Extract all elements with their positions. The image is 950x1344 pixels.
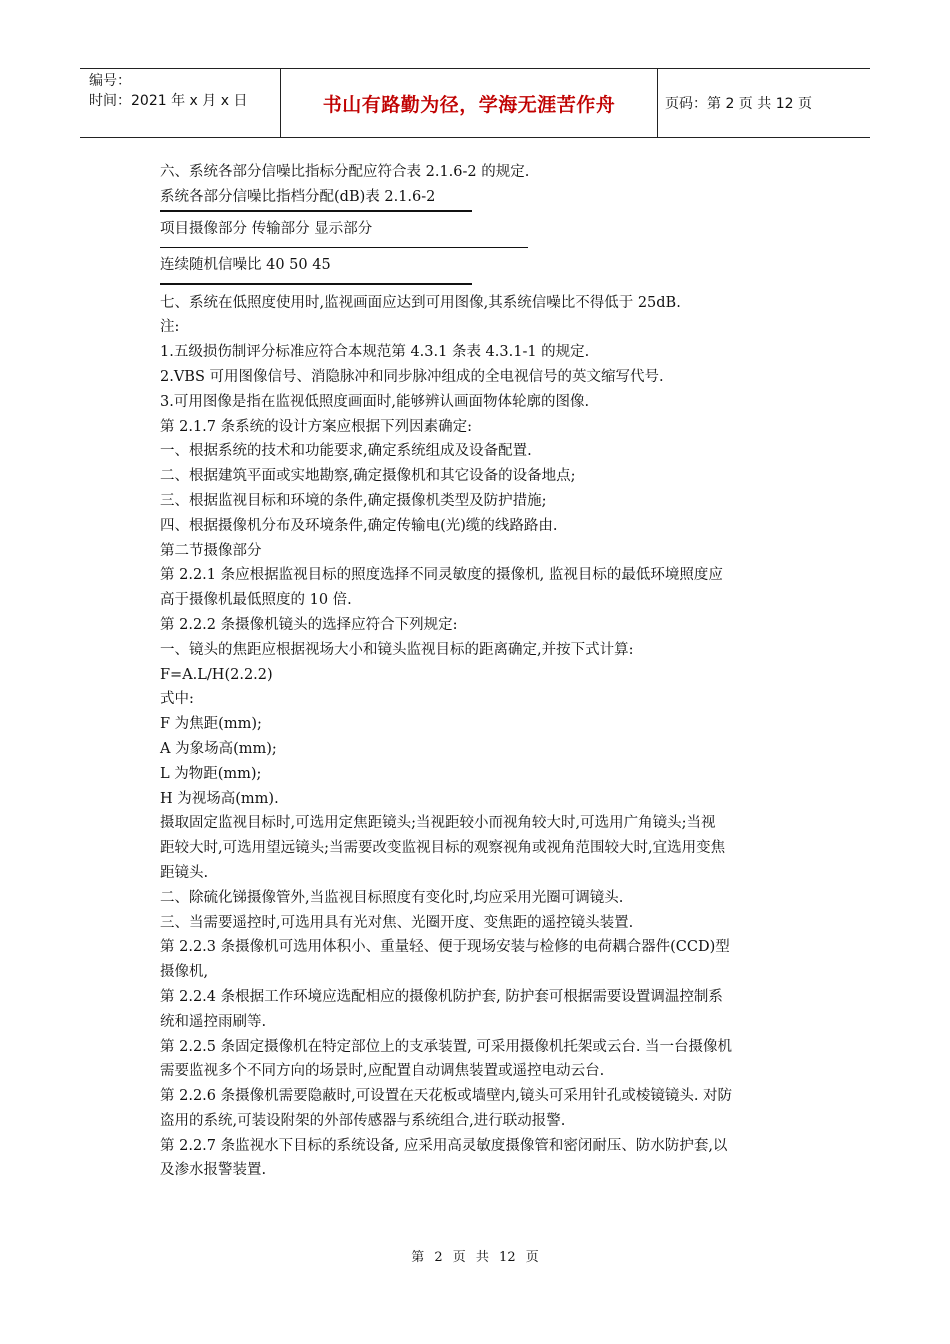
paragraph-line: L 为物距(mm);: [160, 765, 262, 782]
header-page-number: 页码：第 2 页 共 12 页: [665, 96, 812, 112]
paragraph-line: 距较大时,可选用望远镜头;当需要改变监视目标的观察视角或视角范围较大时,宜选用变焦: [160, 840, 726, 857]
paragraph-line: 第 2.2.3 条摄像机可选用体积小、重量轻、便于现场安装与检修的电荷耦合器件(CCD)型: [160, 939, 730, 956]
page-footer: 第 2 页 共 12 页: [411, 1250, 539, 1265]
page-header: [80, 68, 870, 138]
document-body: [160, 160, 810, 1183]
paragraph-line: 第 2.2.6 条摄像机需要隐蔽时,可设置在天花板或墙壁内,镜头可采用针孔或棱镜镜头. 对防: [160, 1088, 733, 1105]
paragraph-line: 注:: [160, 319, 180, 336]
paragraph-line: 七、系统在低照度使用时,监视画面应达到可用图像,其系统信噪比不得低于 25dB.: [160, 294, 681, 311]
paragraph-line: 式中:: [160, 691, 194, 708]
paragraph-line: 盗用的系统,可装设附架的外部传感器与系统组合,进行联动报警.: [160, 1112, 566, 1129]
paragraph-line: 四、根据摄像机分布及环境条件,确定传输电(光)缆的线路路由.: [160, 517, 558, 534]
paragraph-line: 2.VBS 可用图像信号、消隐脉冲和同步脉冲组成的全电视信号的英文缩写代号.: [160, 368, 664, 385]
paragraph-line: 一、镜头的焦距应根据视场大小和镜头监视目标的距离确定,并按下式计算:: [160, 641, 634, 658]
paragraph-line: 摄取固定监视目标时,可选用定焦距镜头;当视距较小而视角较大时,可选用广角镜头;当视: [160, 815, 716, 832]
table-caption: 系统各部分信噪比指档分配(dB)表 2.1.6-2: [160, 188, 436, 205]
paragraph-line: 第 2.2.4 条根据工作环境应选配相应的摄像机防护套, 防护套可根据需要设置调温控制系: [160, 988, 723, 1005]
paragraph-line: 高于摄像机最低照度的 10 倍.: [160, 592, 352, 609]
paragraph-line: 六、系统各部分信噪比指标分配应符合表 2.1.6-2 的规定.: [160, 164, 530, 180]
paragraph-line: 第 2.1.7 条系统的设计方案应根据下列因素确定:: [160, 418, 472, 435]
paragraph-line: 三、根据监视目标和环境的条件,确定摄像机类型及防护措施;: [160, 492, 547, 509]
paragraph-line: 三、当需要遥控时,可选用具有光对焦、光圈开度、变焦距的遥控镜头装置.: [160, 914, 634, 931]
header-motto: 书山有路勤为径，学海无涯苦作舟: [281, 69, 658, 137]
paragraph-line: 摄像机,: [160, 964, 209, 981]
paragraph-line: 一、根据系统的技术和功能要求,确定系统组成及设备配置.: [160, 443, 532, 460]
paragraph-line: H 为视场高(mm).: [160, 790, 279, 807]
doc-time-label: 时间：2021 年 x 月 x 日: [89, 93, 248, 109]
doc-number-label: 编号：: [89, 73, 131, 89]
paragraph-line: 第 2.2.2 条摄像机镜头的选择应符合下列规定:: [160, 616, 458, 633]
paragraph-line: 及渗水报警装置.: [160, 1162, 267, 1179]
table-header-row: 项目摄像部分 传输部分 显示部分: [160, 220, 373, 237]
paragraph-line: 第 2.2.1 条应根据监视目标的照度选择不同灵敏度的摄像机, 监视目标的最低环境照度应: [160, 567, 723, 584]
paragraph-line: 需要监视多个不同方向的场景时,应配置自动调焦装置或遥控电动云台.: [160, 1063, 605, 1080]
paragraph-line: A 为象场高(mm);: [160, 740, 277, 757]
paragraph-line: 二、根据建筑平面或实地勘察,确定摄像机和其它设备的设备地点;: [160, 468, 576, 485]
paragraph-line: 3.可用图像是指在监视低照度画面时,能够辨认画面物体轮廓的图像.: [160, 393, 590, 410]
table-data-row: 连续随机信噪比 40 50 45: [160, 256, 331, 273]
paragraph-line: 第 2.2.7 条监视水下目标的系统设备, 应采用高灵敏度摄像管和密闭耐压、防水防护套,以: [160, 1137, 728, 1154]
paragraph-line: 距镜头.: [160, 864, 209, 881]
paragraph-line: 第 2.2.5 条固定摄像机在特定部位上的支承装置, 可采用摄像机托架或云台. 当一台摄像机: [160, 1038, 733, 1055]
paragraph-line: F 为焦距(mm);: [160, 716, 262, 733]
paragraph-line: 1.五级损伤制评分标准应符合本规范第 4.3.1 条表 4.3.1-1 的规定.: [160, 344, 590, 361]
section-heading: 第二节摄像部分: [160, 542, 262, 559]
formula: F=A.L/H(2.2.2): [160, 666, 273, 683]
paragraph-line: 二、除硫化锑摄像管外,当监视目标照度有变化时,均应采用光圈可调镜头.: [160, 889, 624, 906]
paragraph-line: 统和遥控雨刷等.: [160, 1013, 267, 1030]
header-meta: [80, 69, 281, 137]
